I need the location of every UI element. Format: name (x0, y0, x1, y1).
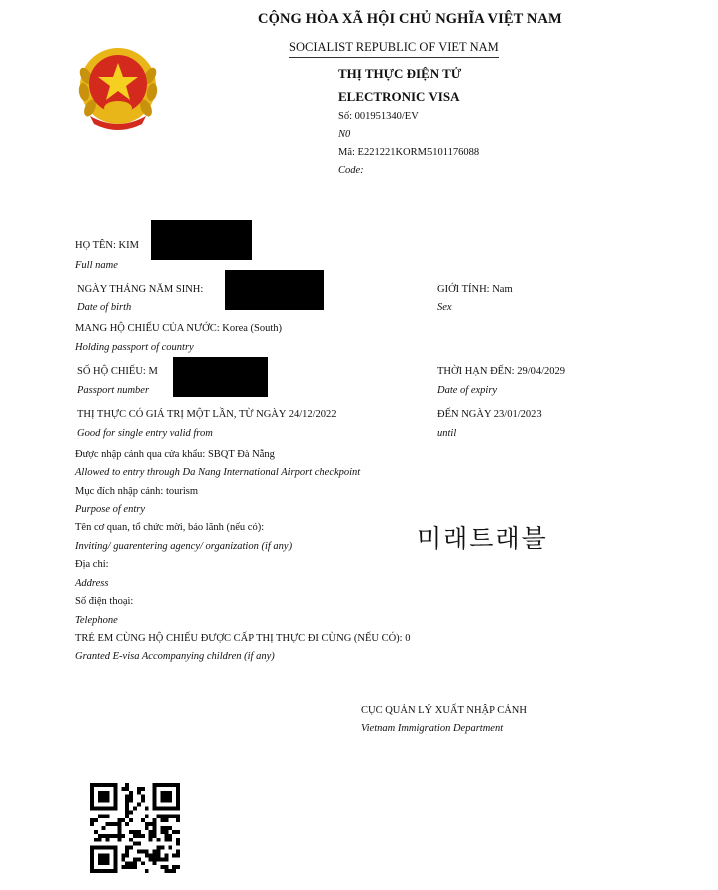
passport-country-label: MANG HỘ CHIẾU CỦA NƯỚC: Korea (South) (75, 323, 283, 334)
vietnam-emblem-icon (76, 46, 160, 137)
dob-label-en: Date of birth (77, 302, 132, 313)
redaction-bar (173, 357, 268, 397)
department-name-vn: CỤC QUẢN LÝ XUẤT NHẬP CẢNH (361, 705, 527, 716)
phone-label-en: Telephone (75, 615, 118, 626)
valid-until-label-en: until (437, 428, 457, 439)
visa-code-en: Code: (338, 165, 364, 176)
entry-port-label-en: Allowed to entry through Da Nang International Airport checkpoint (75, 467, 361, 478)
valid-from-label-en: Good for single entry valid from (77, 428, 213, 439)
passport-number-label-en: Passport number (77, 385, 150, 396)
visa-title-vn: THỊ THỰC ĐIỆN TỬ (338, 66, 462, 81)
valid-until-label: ĐẾN NGÀY 23/01/2023 (437, 409, 542, 420)
redaction-bar (225, 270, 324, 310)
purpose-label-en: Purpose of entry (75, 504, 145, 515)
expiry-label: THỜI HẠN ĐẾN: 29/04/2029 (437, 366, 566, 377)
phone-label: Số điện thoại: (75, 596, 134, 607)
sex-label: GIỚI TÍNH: Nam (437, 284, 513, 295)
full-name-label-en: Full name (75, 260, 118, 271)
sex-label-en: Sex (437, 302, 452, 313)
expiry-label-en: Date of expiry (437, 385, 498, 396)
agency-label-en: Inviting/ guarentering agency/ organization (if any) (75, 541, 293, 552)
entry-port-label: Được nhập cảnh qua cửa khẩu: SBQT Đà Nẵng (75, 449, 275, 460)
department-name-en: Vietnam Immigration Department (361, 723, 504, 734)
address-label-en: Address (75, 578, 109, 589)
agency-value: 미래트래블 (417, 524, 548, 553)
visa-number-en: N0 (338, 129, 351, 140)
address-label: Địa chỉ: (75, 559, 109, 570)
children-label: TRẺ EM CÙNG HỘ CHIẾU ĐƯỢC CẤP THỊ THỰC ĐI CÙNG (NẾU CÓ): 0 (75, 633, 411, 644)
full-name-label: HỌ TÊN: KIM (75, 240, 139, 251)
redaction-bar (151, 220, 252, 260)
republic-name-vn: CỘNG HÒA XÃ HỘI CHỦ NGHĨA VIỆT NAM (258, 11, 562, 27)
children-label-en: Granted E-visa Accompanying children (if any) (75, 651, 275, 662)
passport-country-label-en: Holding passport of country (75, 342, 194, 353)
agency-label: Tên cơ quan, tổ chức mời, bảo lãnh (nếu có): (75, 522, 265, 533)
purpose-label: Mục đích nhập cảnh: tourism (75, 486, 199, 497)
dob-label: NGÀY THÁNG NĂM SINH: (77, 284, 204, 295)
passport-number-label: SỐ HỘ CHIẾU: M (77, 366, 158, 377)
visa-title-en: ELECTRONIC VISA (338, 89, 460, 104)
visa-code: Mã: E221221KORM5101176088 (338, 147, 480, 158)
valid-from-label: THỊ THỰC CÓ GIÁ TRỊ MỘT LẦN, TỪ NGÀY 24/12/2022 (77, 409, 337, 420)
republic-name-en: SOCIALIST REPUBLIC OF VIET NAM (289, 40, 499, 58)
visa-number: Số: 001951340/EV (338, 111, 419, 122)
qr-code-icon (89, 783, 181, 878)
